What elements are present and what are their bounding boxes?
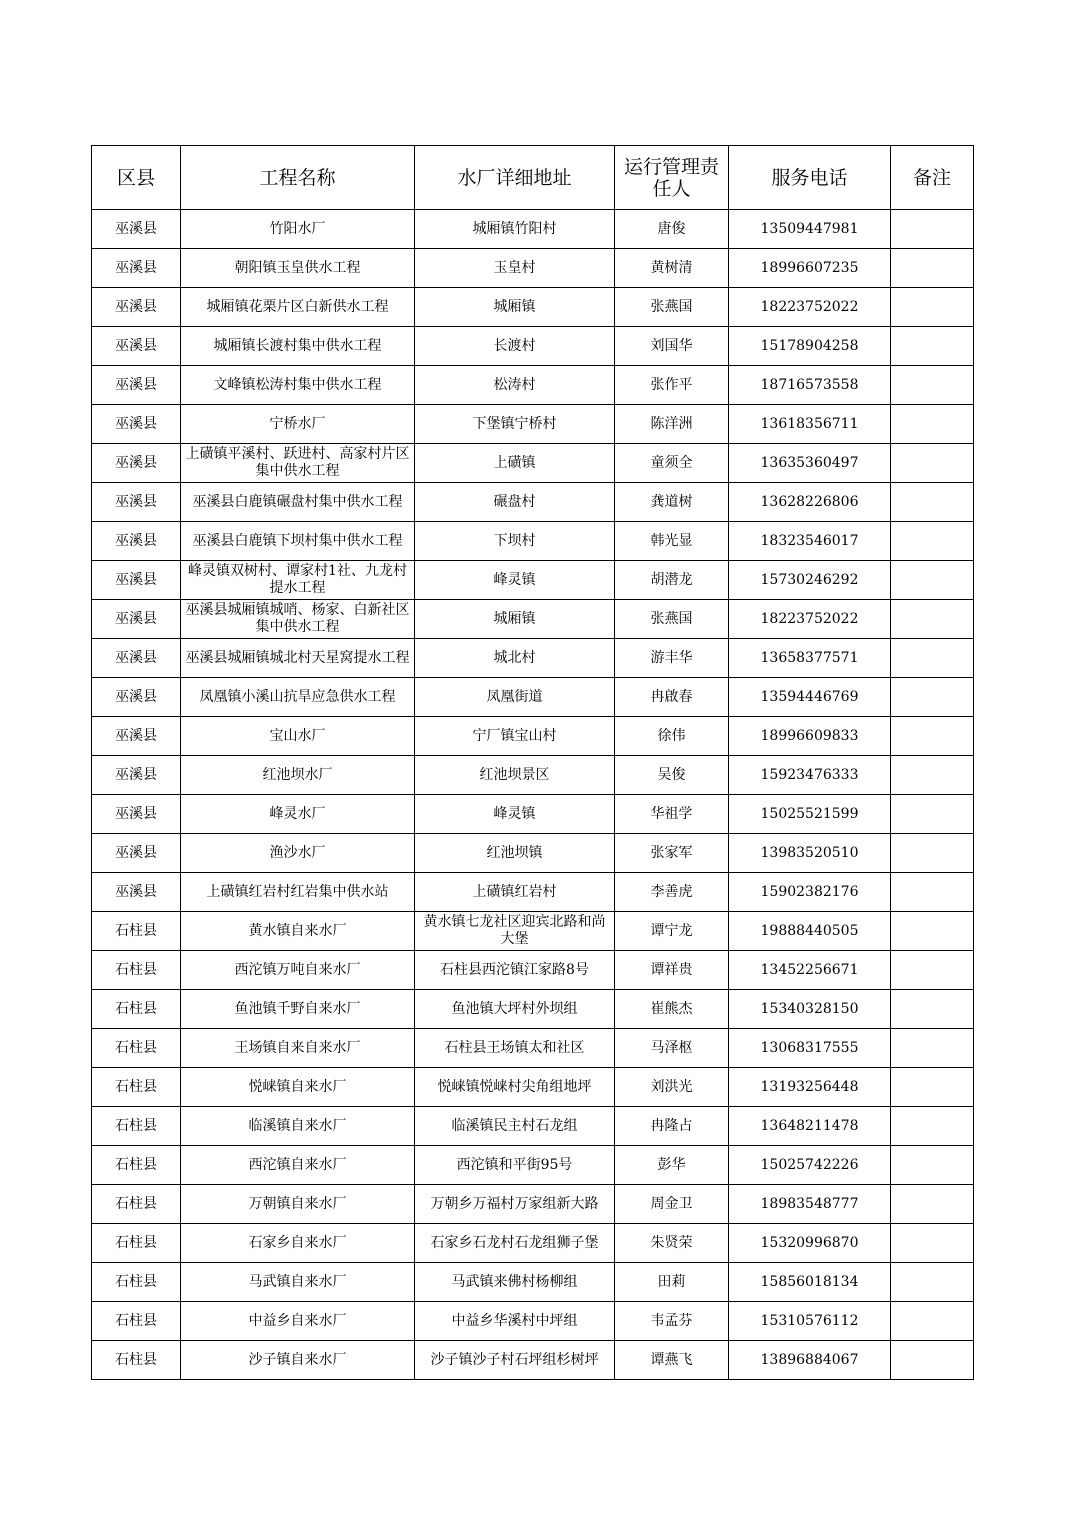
table-row: [92, 678, 974, 717]
cell-phone: 13658377571: [729, 639, 891, 678]
cell-phone: 13628226806: [729, 483, 891, 522]
cell-district: 石柱县: [92, 1146, 181, 1185]
cell-project-name: 红池坝水厂: [181, 756, 415, 795]
cell-project-name: 渔沙水厂: [181, 834, 415, 873]
cell-note: [891, 639, 974, 678]
cell-note: [891, 990, 974, 1029]
table-row: [92, 210, 974, 249]
cell-note: [891, 600, 974, 639]
cell-note: [891, 873, 974, 912]
cell-phone: 15730246292: [729, 561, 891, 600]
cell-address: 中益乡华溪村中坪组: [415, 1302, 615, 1341]
cell-phone: 13896884067: [729, 1341, 891, 1380]
cell-manager: 谭燕飞: [615, 1341, 729, 1380]
cell-address: 上磺镇: [415, 444, 615, 483]
table-row: [92, 288, 974, 327]
cell-manager: 李善虎: [615, 873, 729, 912]
cell-phone: 18716573558: [729, 366, 891, 405]
table-row: [92, 990, 974, 1029]
cell-project-name: 悦崃镇自来水厂: [181, 1068, 415, 1107]
cell-address: 凤凰街道: [415, 678, 615, 717]
cell-district: 巫溪县: [92, 873, 181, 912]
table-row: [92, 1146, 974, 1185]
header-project-name: 工程名称: [181, 146, 415, 210]
cell-district: 石柱县: [92, 912, 181, 951]
cell-phone: 15310576112: [729, 1302, 891, 1341]
cell-note: [891, 1029, 974, 1068]
table-row: [92, 561, 974, 600]
cell-manager: 田莉: [615, 1263, 729, 1302]
cell-phone: 15340328150: [729, 990, 891, 1029]
cell-district: 石柱县: [92, 1107, 181, 1146]
table-row: [92, 1068, 974, 1107]
cell-project-name: 巫溪县城厢镇城北村天星窝提水工程: [181, 639, 415, 678]
cell-note: [891, 366, 974, 405]
cell-manager: 张作平: [615, 366, 729, 405]
cell-district: 巫溪县: [92, 522, 181, 561]
cell-project-name: 石家乡自来水厂: [181, 1224, 415, 1263]
header-row: [92, 146, 974, 210]
table-row: [92, 639, 974, 678]
cell-note: [891, 1068, 974, 1107]
cell-district: 巫溪县: [92, 483, 181, 522]
cell-address: 下堡镇宁桥村: [415, 405, 615, 444]
cell-note: [891, 756, 974, 795]
cell-district: 巫溪县: [92, 756, 181, 795]
cell-district: 巫溪县: [92, 834, 181, 873]
cell-district: 巫溪县: [92, 366, 181, 405]
cell-phone: 13509447981: [729, 210, 891, 249]
cell-address: 玉皇村: [415, 249, 615, 288]
cell-project-name: 临溪镇自来水厂: [181, 1107, 415, 1146]
cell-address: 宁厂镇宝山村: [415, 717, 615, 756]
cell-address: 红池坝景区: [415, 756, 615, 795]
cell-address: 长渡村: [415, 327, 615, 366]
cell-phone: 18323546017: [729, 522, 891, 561]
cell-address: 峰灵镇: [415, 561, 615, 600]
cell-note: [891, 1146, 974, 1185]
cell-manager: 韩光显: [615, 522, 729, 561]
cell-address: 马武镇来佛村杨柳组: [415, 1263, 615, 1302]
table-row: [92, 756, 974, 795]
cell-manager: 马泽枢: [615, 1029, 729, 1068]
cell-district: 石柱县: [92, 1068, 181, 1107]
header-district: 区县: [92, 146, 181, 210]
cell-address: 城厢镇: [415, 288, 615, 327]
cell-manager: 张燕国: [615, 600, 729, 639]
cell-address: 城厢镇竹阳村: [415, 210, 615, 249]
cell-project-name: 沙子镇自来水厂: [181, 1341, 415, 1380]
cell-district: 巫溪县: [92, 444, 181, 483]
cell-project-name: 上磺镇平溪村、跃进村、高家村片区集中供水工程: [181, 444, 415, 483]
cell-phone: 18223752022: [729, 288, 891, 327]
cell-address: 万朝乡万福村万家组新大路: [415, 1185, 615, 1224]
table-row: [92, 522, 974, 561]
cell-project-name: 马武镇自来水厂: [181, 1263, 415, 1302]
cell-address: 石柱县王场镇太和社区: [415, 1029, 615, 1068]
table-row: [92, 1341, 974, 1380]
cell-phone: 13452256671: [729, 951, 891, 990]
cell-address: 松涛村: [415, 366, 615, 405]
table-row: [92, 912, 974, 951]
cell-project-name: 中益乡自来水厂: [181, 1302, 415, 1341]
cell-address: 峰灵镇: [415, 795, 615, 834]
cell-project-name: 城厢镇花栗片区白新供水工程: [181, 288, 415, 327]
cell-manager: 徐伟: [615, 717, 729, 756]
cell-note: [891, 561, 974, 600]
cell-manager: 游丰华: [615, 639, 729, 678]
cell-manager: 冉隆占: [615, 1107, 729, 1146]
table-row: [92, 717, 974, 756]
cell-district: 石柱县: [92, 951, 181, 990]
cell-address: 城北村: [415, 639, 615, 678]
cell-project-name: 西沱镇自来水厂: [181, 1146, 415, 1185]
cell-phone: 19888440505: [729, 912, 891, 951]
cell-phone: 15320996870: [729, 1224, 891, 1263]
cell-address: 悦崃镇悦崃村尖角组地坪: [415, 1068, 615, 1107]
cell-project-name: 宝山水厂: [181, 717, 415, 756]
cell-note: [891, 444, 974, 483]
cell-note: [891, 678, 974, 717]
cell-address: 石柱县西沱镇江家路8号: [415, 951, 615, 990]
cell-note: [891, 1107, 974, 1146]
table-row: [92, 483, 974, 522]
cell-phone: 13618356711: [729, 405, 891, 444]
cell-district: 巫溪县: [92, 678, 181, 717]
table-row: [92, 834, 974, 873]
cell-manager: 谭祥贵: [615, 951, 729, 990]
cell-phone: 13648211478: [729, 1107, 891, 1146]
table-body: [92, 210, 974, 1380]
cell-district: 巫溪县: [92, 405, 181, 444]
table-row: [92, 1263, 974, 1302]
cell-project-name: 黄水镇自来水厂: [181, 912, 415, 951]
table-row: [92, 951, 974, 990]
table-row: [92, 1029, 974, 1068]
cell-manager: 刘国华: [615, 327, 729, 366]
cell-project-name: 竹阳水厂: [181, 210, 415, 249]
cell-note: [891, 1302, 974, 1341]
cell-address: 临溪镇民主村石龙组: [415, 1107, 615, 1146]
cell-project-name: 峰灵水厂: [181, 795, 415, 834]
table-row: [92, 1302, 974, 1341]
cell-note: [891, 1341, 974, 1380]
cell-district: 石柱县: [92, 1029, 181, 1068]
cell-manager: 唐俊: [615, 210, 729, 249]
cell-project-name: 城厢镇长渡村集中供水工程: [181, 327, 415, 366]
cell-district: 巫溪县: [92, 561, 181, 600]
cell-district: 巫溪县: [92, 600, 181, 639]
cell-manager: 龚道树: [615, 483, 729, 522]
cell-phone: 18223752022: [729, 600, 891, 639]
cell-district: 石柱县: [92, 1302, 181, 1341]
table-row: [92, 1107, 974, 1146]
cell-manager: 童须全: [615, 444, 729, 483]
cell-district: 巫溪县: [92, 639, 181, 678]
cell-project-name: 鱼池镇千野自来水厂: [181, 990, 415, 1029]
cell-note: [891, 795, 974, 834]
cell-district: 石柱县: [92, 990, 181, 1029]
cell-phone: 13193256448: [729, 1068, 891, 1107]
cell-district: 石柱县: [92, 1185, 181, 1224]
cell-manager: 胡潜龙: [615, 561, 729, 600]
cell-project-name: 巫溪县城厢镇城哨、杨家、白新社区集中供水工程: [181, 600, 415, 639]
cell-project-name: 万朝镇自来水厂: [181, 1185, 415, 1224]
table-row: [92, 249, 974, 288]
cell-district: 石柱县: [92, 1263, 181, 1302]
cell-note: [891, 210, 974, 249]
cell-manager: 彭华: [615, 1146, 729, 1185]
cell-phone: 13594446769: [729, 678, 891, 717]
cell-address: 上磺镇红岩村: [415, 873, 615, 912]
cell-manager: 冉啟春: [615, 678, 729, 717]
cell-project-name: 凤凰镇小溪山抗旱应急供水工程: [181, 678, 415, 717]
table-row: [92, 873, 974, 912]
cell-note: [891, 1263, 974, 1302]
cell-note: [891, 483, 974, 522]
cell-note: [891, 249, 974, 288]
table-row: [92, 1224, 974, 1263]
cell-phone: 15025521599: [729, 795, 891, 834]
cell-manager: 吴俊: [615, 756, 729, 795]
cell-note: [891, 1224, 974, 1263]
cell-note: [891, 1185, 974, 1224]
cell-phone: 15923476333: [729, 756, 891, 795]
cell-note: [891, 717, 974, 756]
cell-project-name: 峰灵镇双树村、谭家村1社、九龙村提水工程: [181, 561, 415, 600]
cell-project-name: 文峰镇松涛村集中供水工程: [181, 366, 415, 405]
cell-address: 沙子镇沙子村石坪组杉树坪: [415, 1341, 615, 1380]
header-note: 备注: [891, 146, 974, 210]
cell-manager: 黄树清: [615, 249, 729, 288]
table-row: [92, 366, 974, 405]
cell-address: 红池坝镇: [415, 834, 615, 873]
cell-manager: 华祖学: [615, 795, 729, 834]
cell-note: [891, 834, 974, 873]
cell-phone: 13635360497: [729, 444, 891, 483]
cell-project-name: 上磺镇红岩村红岩集中供水站: [181, 873, 415, 912]
cell-manager: 崔熊杰: [615, 990, 729, 1029]
cell-address: 鱼池镇大坪村外坝组: [415, 990, 615, 1029]
cell-manager: 韦孟芬: [615, 1302, 729, 1341]
cell-district: 巫溪县: [92, 717, 181, 756]
cell-phone: 15856018134: [729, 1263, 891, 1302]
cell-project-name: 王场镇自来自来水厂: [181, 1029, 415, 1068]
cell-phone: 18996609833: [729, 717, 891, 756]
header-address: 水厂详细地址: [415, 146, 615, 210]
cell-phone: 18996607235: [729, 249, 891, 288]
cell-district: 巫溪县: [92, 327, 181, 366]
cell-phone: 15025742226: [729, 1146, 891, 1185]
table-row: [92, 600, 974, 639]
cell-manager: 谭宁龙: [615, 912, 729, 951]
cell-note: [891, 912, 974, 951]
cell-note: [891, 522, 974, 561]
cell-address: 石家乡石龙村石龙组狮子堡: [415, 1224, 615, 1263]
cell-note: [891, 327, 974, 366]
cell-manager: 朱贤荣: [615, 1224, 729, 1263]
table-row: [92, 795, 974, 834]
cell-manager: 张家军: [615, 834, 729, 873]
cell-project-name: 宁桥水厂: [181, 405, 415, 444]
cell-note: [891, 951, 974, 990]
table-row: [92, 1185, 974, 1224]
header-phone: 服务电话: [729, 146, 891, 210]
cell-district: 巫溪县: [92, 795, 181, 834]
table-row: [92, 405, 974, 444]
cell-district: 巫溪县: [92, 210, 181, 249]
cell-address: 黄水镇七龙社区迎宾北路和尚大堡: [415, 912, 615, 951]
cell-address: 西沱镇和平街95号: [415, 1146, 615, 1185]
cell-project-name: 朝阳镇玉皇供水工程: [181, 249, 415, 288]
cell-phone: 15902382176: [729, 873, 891, 912]
cell-address: 城厢镇: [415, 600, 615, 639]
cell-manager: 刘洪光: [615, 1068, 729, 1107]
cell-note: [891, 405, 974, 444]
cell-district: 石柱县: [92, 1224, 181, 1263]
header-manager: 运行管理责任人: [615, 146, 729, 210]
cell-manager: 陈洋洲: [615, 405, 729, 444]
cell-district: 石柱县: [92, 1341, 181, 1380]
cell-phone: 15178904258: [729, 327, 891, 366]
cell-district: 巫溪县: [92, 249, 181, 288]
cell-address: 下坝村: [415, 522, 615, 561]
cell-manager: 张燕国: [615, 288, 729, 327]
table-row: [92, 327, 974, 366]
water-plant-table: [91, 145, 974, 1380]
cell-project-name: 西沱镇万吨自来水厂: [181, 951, 415, 990]
cell-phone: 13983520510: [729, 834, 891, 873]
cell-note: [891, 288, 974, 327]
cell-project-name: 巫溪县白鹿镇下坝村集中供水工程: [181, 522, 415, 561]
cell-project-name: 巫溪县白鹿镇碾盘村集中供水工程: [181, 483, 415, 522]
table-row: [92, 444, 974, 483]
cell-phone: 13068317555: [729, 1029, 891, 1068]
cell-phone: 18983548777: [729, 1185, 891, 1224]
cell-district: 巫溪县: [92, 288, 181, 327]
cell-manager: 周金卫: [615, 1185, 729, 1224]
cell-address: 碾盘村: [415, 483, 615, 522]
